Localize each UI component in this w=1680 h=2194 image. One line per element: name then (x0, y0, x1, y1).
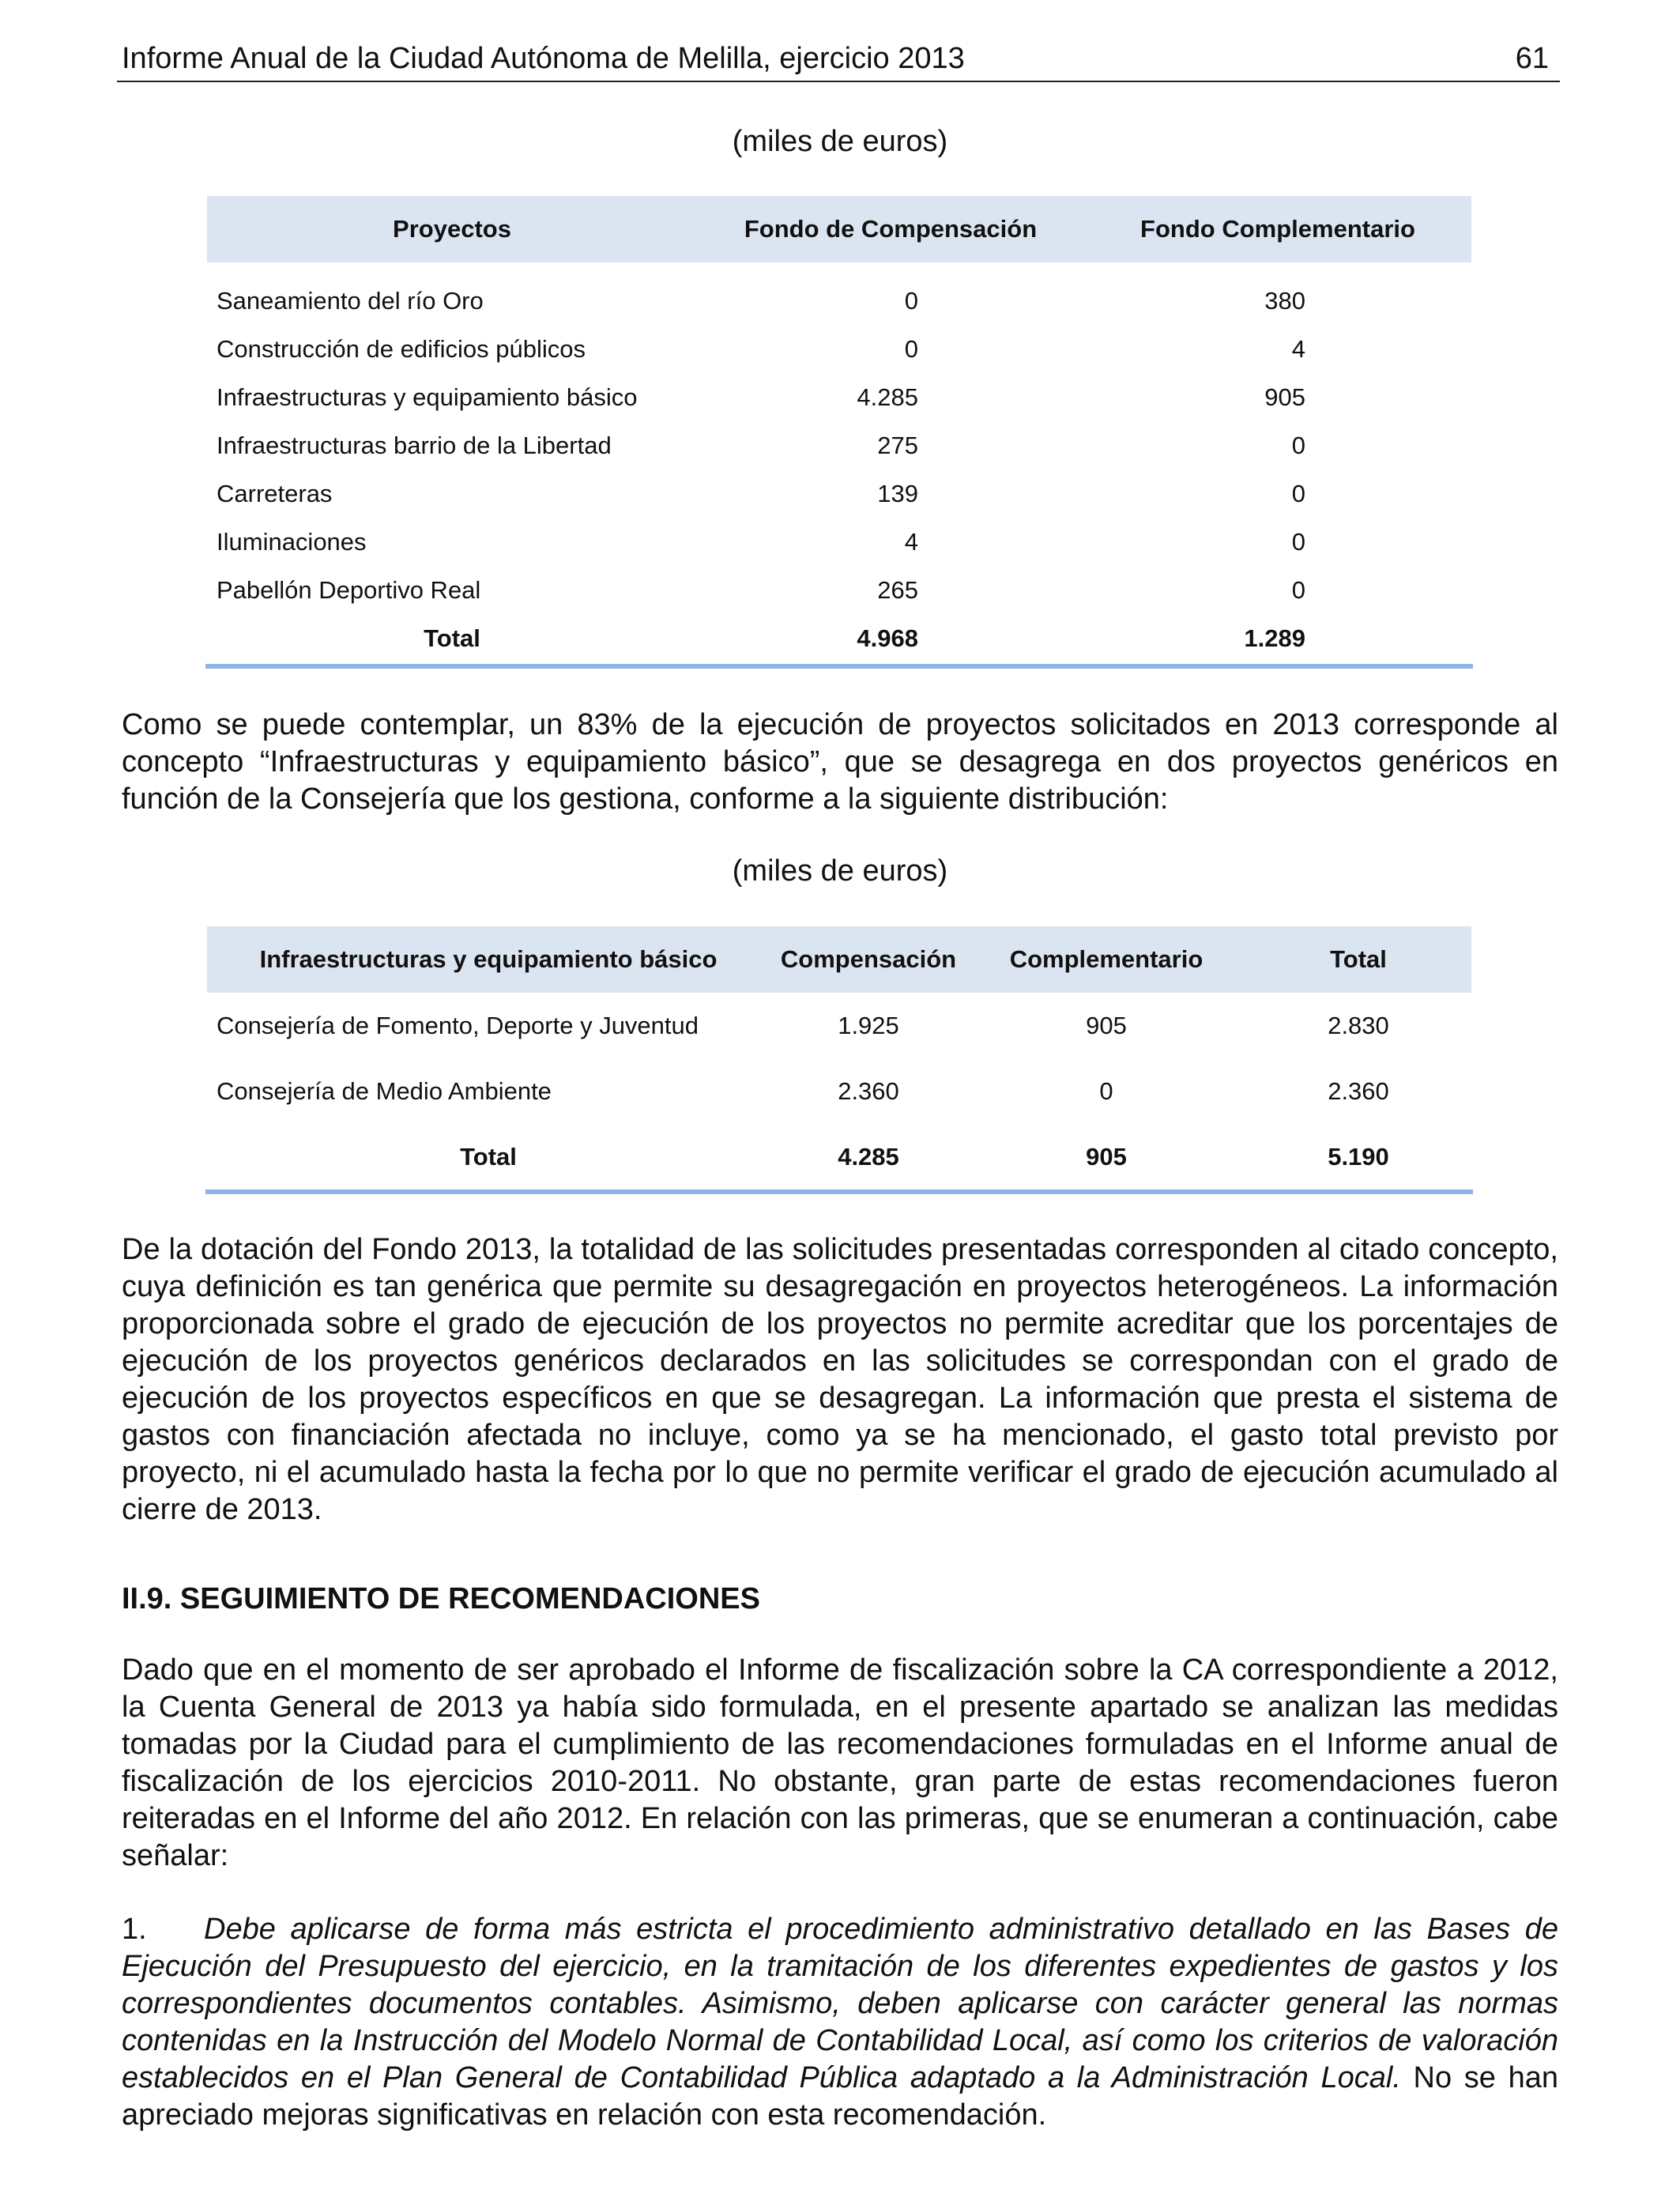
paragraph-3: Dado que en el momento de ser aprobado el Informe de fiscalización sobre la CA correspondiente a 2012, la Cuenta General de 2013 ya había sido formulada, en el presente apartado se analizan las medidas tomadas por la Ciudad para el cumplimiento de las recomendaciones formuladas en el Informe anual de fiscalización de los ejercicios 2010-2011. No obstante, gran parte de estas recomendaciones fueron reiteradas en el Informe del año 2012. En relación con las primeras, que se enumeran a continuación, cabe señalar: (122, 1653, 1558, 1872)
project-name: Saneamiento del río Oro (217, 286, 484, 315)
col-header: Infraestructuras y equipamiento básico (207, 926, 770, 993)
complementario-value: 0 (1099, 1076, 1113, 1105)
table-total-row (207, 614, 1471, 662)
table-row (207, 325, 1471, 373)
table-row (207, 993, 1471, 1058)
compensacion-value: 265 (877, 575, 918, 604)
compensacion-value: 0 (904, 286, 918, 315)
compensacion-value: 139 (877, 479, 918, 507)
table2-bottom-rule (205, 1189, 1473, 1194)
table2-unit: (miles de euros) (732, 854, 948, 888)
compensacion-value: 1.925 (838, 1011, 899, 1039)
col-header: Complementario (967, 926, 1245, 993)
paragraph-1: Como se puede contemplar, un 83% de la ejecución de proyectos solicitados en 2013 corresponde al concepto “Infraestructuras y equipamiento básico”, que se desagrega en dos proyectos genéricos en función de la Consejería que los gestiona, conforme a la siguiente distribución: (122, 708, 1558, 816)
table-row (207, 421, 1471, 469)
col-header: Compensación (770, 926, 967, 993)
table-row (207, 518, 1471, 566)
compensacion-value: 2.360 (838, 1076, 899, 1105)
table-row (207, 566, 1471, 614)
project-name: Construcción de edificios públicos (217, 334, 586, 363)
table-row (207, 277, 1471, 325)
col-header: Proyectos (207, 196, 697, 262)
section-heading: II.9. SEGUIMIENTO DE RECOMENDACIONES (122, 1582, 760, 1615)
total-complementario: 905 (1086, 1142, 1127, 1171)
col-header: Fondo de Compensación (697, 196, 1084, 262)
complementario-value: 0 (1291, 431, 1305, 459)
total-label: Total (424, 624, 480, 652)
compensacion-value: 4.285 (857, 383, 918, 411)
table-row (207, 469, 1471, 518)
project-name: Infraestructuras barrio de la Libertad (217, 431, 612, 459)
total-compensacion: 4.968 (857, 624, 918, 652)
project-name: Pabellón Deportivo Real (217, 575, 481, 604)
infraestructuras-table (207, 926, 1471, 1189)
col-header: Total (1245, 926, 1471, 993)
total-total: 5.190 (1328, 1142, 1389, 1171)
col-header: Fondo Complementario (1084, 196, 1471, 262)
table1-unit: (miles de euros) (732, 125, 948, 158)
consejeria-name: Consejería de Fomento, Deporte y Juventud (217, 1011, 699, 1039)
consejeria-name: Consejería de Medio Ambiente (217, 1076, 552, 1105)
total-value: 2.360 (1328, 1076, 1389, 1105)
total-label: Total (460, 1142, 517, 1171)
compensacion-value: 275 (877, 431, 918, 459)
project-name: Infraestructuras y equipamiento básico (217, 383, 638, 411)
complementario-value: 905 (1264, 383, 1305, 411)
complementario-value: 0 (1291, 575, 1305, 604)
project-name: Iluminaciones (217, 527, 367, 556)
compensacion-value: 4 (904, 527, 918, 556)
table-header-row (207, 926, 1471, 993)
recommendation-number: 1. (122, 1913, 147, 1946)
table-header-row (207, 196, 1471, 262)
complementario-value: 0 (1291, 527, 1305, 556)
total-compensacion: 4.285 (838, 1142, 899, 1171)
project-name: Carreteras (217, 479, 333, 507)
total-value: 2.830 (1328, 1011, 1389, 1039)
page-number: 61 (1515, 42, 1549, 75)
projects-table (207, 196, 1471, 662)
complementario-value: 4 (1291, 334, 1305, 363)
complementario-value: 905 (1086, 1011, 1127, 1039)
table-total-row (207, 1124, 1471, 1189)
compensacion-value: 0 (904, 334, 918, 363)
page-header (117, 40, 1560, 82)
total-complementario: 1.289 (1244, 624, 1305, 652)
recommendation-1 (122, 1911, 1558, 2134)
complementario-value: 0 (1291, 479, 1305, 507)
table-row (207, 1058, 1471, 1124)
table-row (207, 373, 1471, 421)
recommendation-text: Debe aplicarse de forma más estricta el procedimiento administrativo detallado en las Bases de Ejecución del Presupuesto del ejercicio, en la tramitación de los diferentes expedientes de gastos y los correspondientes documentos contables. Asimismo, deben aplicarse con carácter general las normas contenidas en la Instrucción del Modelo Normal de Contabilidad Local, así como los criterios de valoración establecidos en el Plan General de Contabilidad Pública adaptado a la Administración Local. (122, 1913, 1558, 2094)
table1-bottom-rule (205, 664, 1473, 669)
paragraph-2: De la dotación del Fondo 2013, la totalidad de las solicitudes presentadas corresponden al citado concepto, cuya definición es tan genérica que permite su desagregación en proyectos heterogéneos. La información proporcionada sobre el grado de ejecución de los proyectos no permite acreditar que los porcentajes de ejecución de los proyectos genéricos declarados en las solicitudes se correspondan con el grado de ejecución de los proyectos específicos en que se desagregan. La información que presta el sistema de gastos con financiación afectada no incluye, como ya se ha mencionado, el gasto total previsto por proyecto, ni el acumulado hasta la fecha por lo que no permite verificar el grado de ejecución acumulado al cierre de 2013. (122, 1233, 1558, 1526)
recommendation-assessment: No se han apreciado mejoras significativas en relación con esta recomendación. (122, 2061, 1558, 2132)
complementario-value: 380 (1264, 286, 1305, 315)
header-title: Informe Anual de la Ciudad Autónoma de Melilla, ejercicio 2013 (122, 42, 965, 75)
